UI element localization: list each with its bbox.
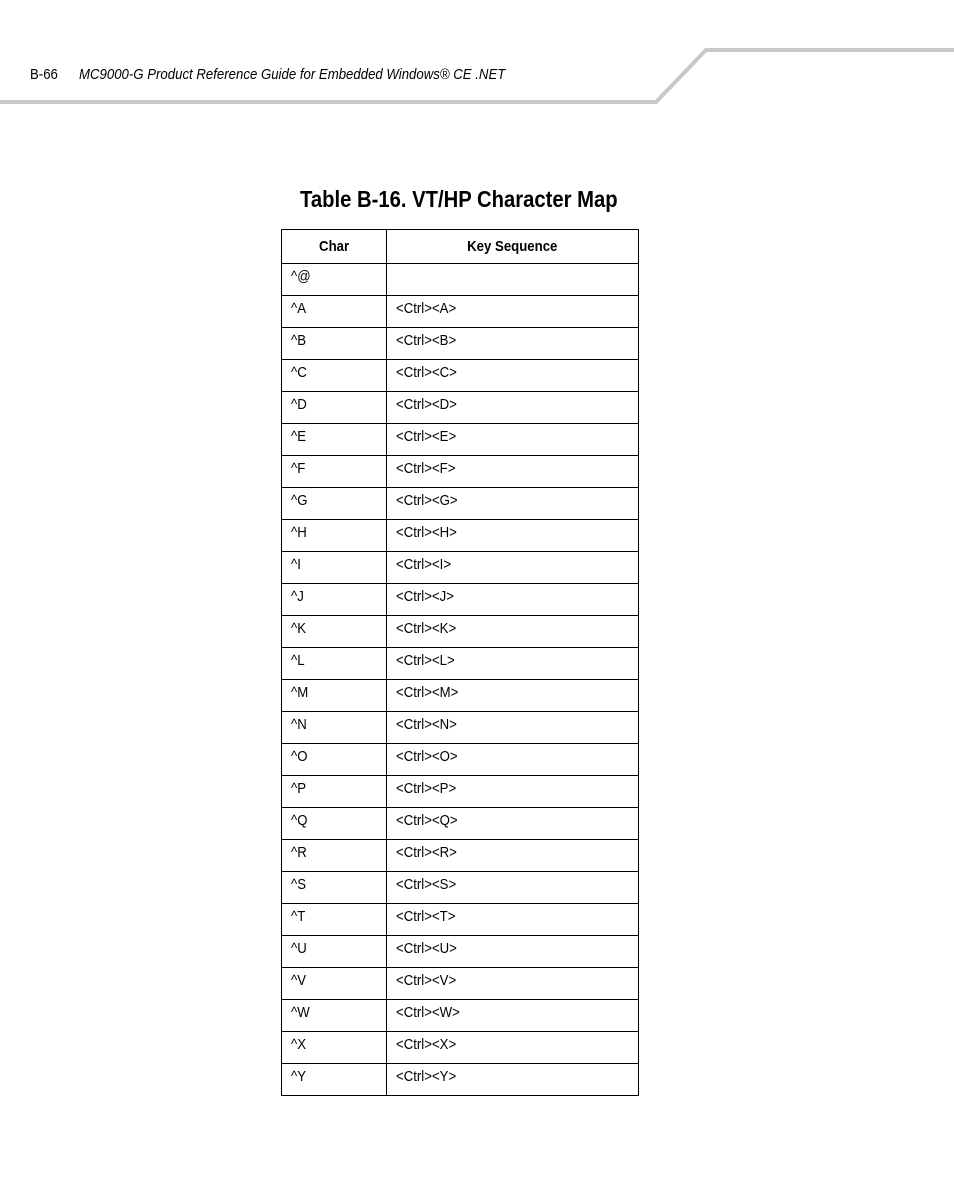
table-row: [282, 296, 639, 328]
char-cell: [282, 680, 387, 712]
cell-text: ^N: [291, 716, 307, 733]
char-cell: [282, 1032, 387, 1064]
cell-text: <Ctrl><G>: [396, 492, 458, 509]
key-sequence-cell: [387, 744, 639, 776]
cell-text: ^Y: [291, 1068, 307, 1085]
column-header-label: Char: [318, 237, 350, 255]
table-header-row: [282, 230, 639, 264]
char-cell: [282, 776, 387, 808]
cell-text: <Ctrl><W>: [396, 1004, 460, 1021]
table-row: [282, 904, 639, 936]
char-cell: [282, 648, 387, 680]
cell-text: ^C: [291, 364, 307, 381]
cell-text: ^E: [291, 428, 307, 445]
char-cell: [282, 712, 387, 744]
cell-text: ^K: [291, 620, 307, 637]
cell-text: <Ctrl><Q>: [396, 812, 458, 829]
column-header-label: Key Sequence: [467, 237, 558, 255]
cell-text: <Ctrl><I>: [396, 556, 452, 573]
key-sequence-cell: [387, 1032, 639, 1064]
char-cell: [282, 872, 387, 904]
char-cell: [282, 616, 387, 648]
cell-text: ^B: [291, 332, 307, 349]
cell-text: ^S: [291, 876, 307, 893]
cell-text: <Ctrl><R>: [396, 844, 457, 861]
cell-text: <Ctrl><H>: [396, 524, 457, 541]
table-row: [282, 744, 639, 776]
table-row: [282, 936, 639, 968]
table-row: [282, 456, 639, 488]
table-row: [282, 360, 639, 392]
cell-text: ^L: [291, 652, 305, 669]
page-number: B-66: [30, 66, 58, 83]
char-cell: [282, 552, 387, 584]
char-cell: [282, 968, 387, 1000]
key-sequence-cell: [387, 1064, 639, 1096]
table-row: [282, 648, 639, 680]
char-cell: [282, 840, 387, 872]
column-header-char: [282, 230, 387, 264]
table-row: [282, 712, 639, 744]
header-rule: [0, 0, 954, 110]
cell-text: ^I: [291, 556, 301, 573]
key-sequence-cell: [387, 520, 639, 552]
key-sequence-cell: [387, 968, 639, 1000]
char-cell: [282, 456, 387, 488]
character-map-table: [281, 229, 639, 1096]
char-cell: [282, 360, 387, 392]
key-sequence-cell: [387, 776, 639, 808]
key-sequence-cell: [387, 296, 639, 328]
cell-text: <Ctrl><D>: [396, 396, 457, 413]
cell-text: ^A: [291, 300, 307, 317]
char-cell: [282, 584, 387, 616]
table-row: [282, 520, 639, 552]
char-cell: [282, 488, 387, 520]
char-cell: [282, 904, 387, 936]
table-row: [282, 1032, 639, 1064]
cell-text: <Ctrl><F>: [396, 460, 456, 477]
cell-text: <Ctrl><U>: [396, 940, 457, 957]
table-row: [282, 840, 639, 872]
cell-text: ^V: [291, 972, 307, 989]
key-sequence-cell: [387, 264, 639, 296]
cell-text: <Ctrl><B>: [396, 332, 457, 349]
cell-text: ^D: [291, 396, 307, 413]
table-row: [282, 424, 639, 456]
key-sequence-cell: [387, 648, 639, 680]
key-sequence-cell: [387, 424, 639, 456]
cell-text: <Ctrl><Y>: [396, 1068, 457, 1085]
key-sequence-cell: [387, 392, 639, 424]
key-sequence-cell: [387, 616, 639, 648]
char-cell: [282, 936, 387, 968]
cell-text: ^R: [291, 844, 307, 861]
running-title: MC9000-G Product Reference Guide for Embedded Windows® CE .NET: [79, 66, 506, 83]
char-cell: [282, 808, 387, 840]
key-sequence-cell: [387, 552, 639, 584]
char-cell: [282, 296, 387, 328]
cell-text: ^W: [291, 1004, 310, 1021]
char-cell: [282, 264, 387, 296]
cell-text: <Ctrl><E>: [396, 428, 457, 445]
cell-text: ^P: [291, 780, 307, 797]
cell-text: <Ctrl><K>: [396, 620, 457, 637]
char-cell: [282, 1000, 387, 1032]
table-row: [282, 968, 639, 1000]
table-row: [282, 584, 639, 616]
cell-text: ^G: [291, 492, 308, 509]
cell-text: <Ctrl><C>: [396, 364, 457, 381]
cell-text: ^X: [291, 1036, 307, 1053]
cell-text: ^Q: [291, 812, 308, 829]
cell-text: ^U: [291, 940, 307, 957]
key-sequence-cell: [387, 840, 639, 872]
key-sequence-cell: [387, 808, 639, 840]
key-sequence-cell: [387, 904, 639, 936]
key-sequence-cell: [387, 936, 639, 968]
cell-text: <Ctrl><M>: [396, 684, 459, 701]
key-sequence-cell: [387, 488, 639, 520]
char-cell: [282, 424, 387, 456]
table-row: [282, 392, 639, 424]
table-row: [282, 1064, 639, 1096]
column-header-key-sequence: [387, 230, 639, 264]
cell-text: ^O: [291, 748, 308, 765]
key-sequence-cell: [387, 584, 639, 616]
table-row: [282, 616, 639, 648]
key-sequence-cell: [387, 456, 639, 488]
table-body: [282, 264, 639, 1096]
key-sequence-cell: [387, 1000, 639, 1032]
table-row: [282, 488, 639, 520]
table-row: [282, 680, 639, 712]
char-cell: [282, 1064, 387, 1096]
cell-text: ^J: [291, 588, 304, 605]
cell-text: ^F: [291, 460, 306, 477]
cell-text: <Ctrl><A>: [396, 300, 457, 317]
table-row: [282, 264, 639, 296]
key-sequence-cell: [387, 360, 639, 392]
table-row: [282, 1000, 639, 1032]
cell-text: <Ctrl><P>: [396, 780, 457, 797]
table-row: [282, 808, 639, 840]
table-row: [282, 872, 639, 904]
table-row: [282, 552, 639, 584]
cell-text: <Ctrl><V>: [396, 972, 457, 989]
table-row: [282, 328, 639, 360]
cell-text: ^M: [291, 684, 309, 701]
key-sequence-cell: [387, 712, 639, 744]
cell-text: <Ctrl><X>: [396, 1036, 457, 1053]
key-sequence-cell: [387, 872, 639, 904]
cell-text: <Ctrl><N>: [396, 716, 457, 733]
cell-text: <Ctrl><L>: [396, 652, 455, 669]
cell-text: ^H: [291, 524, 307, 541]
char-cell: [282, 744, 387, 776]
key-sequence-cell: [387, 680, 639, 712]
char-cell: [282, 520, 387, 552]
char-cell: [282, 392, 387, 424]
cell-text: ^@: [291, 268, 311, 285]
cell-text: <Ctrl><T>: [396, 908, 456, 925]
char-cell: [282, 328, 387, 360]
table-title: Table B-16. VT/HP Character Map: [300, 186, 618, 212]
cell-text: ^T: [291, 908, 306, 925]
cell-text: <Ctrl><S>: [396, 876, 457, 893]
cell-text: <Ctrl><O>: [396, 748, 458, 765]
key-sequence-cell: [387, 328, 639, 360]
cell-text: <Ctrl><J>: [396, 588, 454, 605]
table-row: [282, 776, 639, 808]
